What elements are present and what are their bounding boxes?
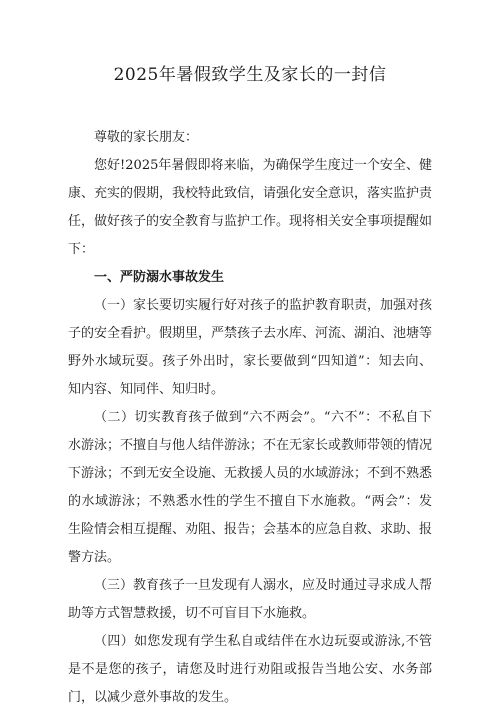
- intro-paragraph: 您好!2025年暑假即将来临，为确保学生度过一个安全、健康、充实的假期，我校特此致信，请强化安全意识，落实监护责任，做好孩子的安全教育与监护工作。现将相关安全事项提醒如下：: [68, 158, 433, 257]
- list-item-1: （一）家长要切实履行好对孩子的监护教育职责，加强对孩子的安全看护。假期里，严禁孩子去水库、河流、湖泊、池塘等野外水域玩耍。孩子外出时，家长要做到“四知道”：知去向、知内容、知同伴、知归时。: [68, 298, 433, 397]
- list-item-4: （四）如您发现有学生私自或结伴在水边玩耍或游泳,不管是不是您的孩子，请您及时进行劝阻或报告当地公安、水务部门，以减少意外事故的发生。: [68, 634, 432, 705]
- page-title: 2025年暑假致学生及家长的一封信: [113, 65, 387, 85]
- section-heading-drowning: 一、严防溺水事故发生: [94, 270, 225, 285]
- list-item-2: （二）切实教育孩子做到“六不两会”。“六不”：不私自下水游泳；不擅自与他人结伴游泳；不在无家长或教师带领的情况下游泳；不到无安全设施、无救援人员的水域游泳；不到不熟悉的水域游泳；不熟悉水性的学生不擅自下水施救。“两会”：发生险情会相互提醒、劝阻、报告；会基本的应急自救、求助、报警方法。: [68, 410, 433, 565]
- greeting: 尊敬的家长朋友：: [94, 130, 199, 145]
- list-item-3: （三）教育孩子一旦发现有人溺水，应及时通过寻求成人帮助等方式智慧救援，切不可盲目下水施救。: [68, 578, 433, 621]
